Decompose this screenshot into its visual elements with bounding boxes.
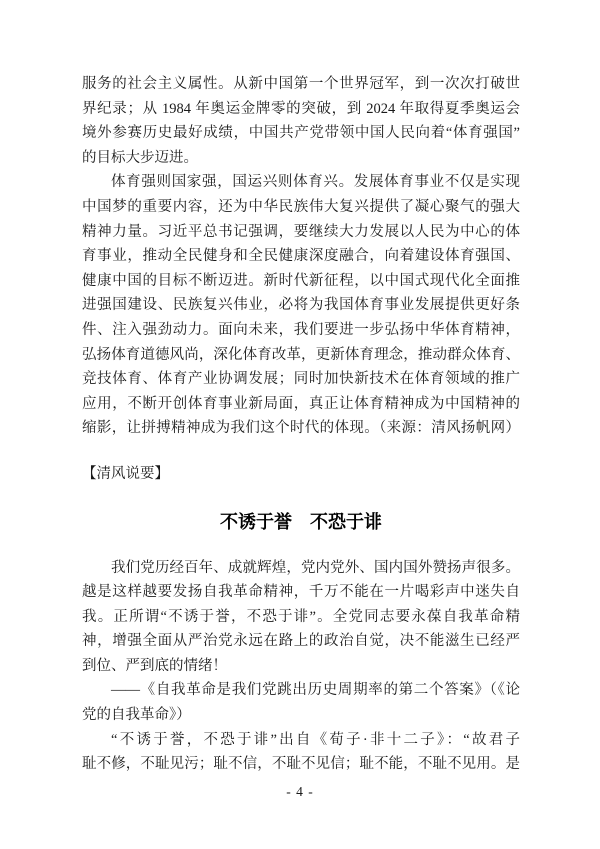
text-line: 缩影，让拼搏精神成为我们这个时代的体现。（来源：清风扬帆网） (82, 420, 520, 437)
text-line: 神，增强全面从严治党永远在路上的政治自觉，决不能滋生已经严 (82, 633, 520, 650)
paragraph-sports-strong-nation (82, 170, 520, 441)
text-line: 育事业，推动全民健身和全民健康深度融合，向着建设体育强国、 (82, 248, 520, 265)
article-title: 不诱于誉 不恐于诽 (220, 511, 382, 532)
paragraph-sports-continued (82, 72, 520, 170)
text-line: “不诱于誉，不恐于诽”出自《荀子·非十二子》：“故君子 (111, 731, 520, 748)
text-line: 境外参赛历史最好成绩，中国共产党带领中国人民向着“体育强国” (82, 125, 520, 142)
text-line: 界纪录；从 1984 年奥运金牌零的突破，到 2024 年取得夏季奥运会 (82, 100, 520, 117)
text-line: 竞技体育、体育产业协调发展；同时加快新技术在体育领域的推广 (82, 371, 520, 388)
text-line: 健康中国的目标不断迈进。新时代新征程，以中国式现代化全面推 (82, 272, 520, 289)
text-line: 越是这样越要发扬自我革命精神，千万不能在一片喝彩声中迷失自 (82, 584, 520, 601)
text-line: 我。正所谓“不诱于誉，不恐于诽”。全党同志要永葆自我革命精 (82, 608, 520, 625)
text-line: 进强国建设、民族复兴伟业，必将为我国体育事业发展提供更好条 (82, 297, 520, 314)
text-line: 我们党历经百年、成就辉煌，党内党外、国内国外赞扬声很多。 (111, 559, 520, 576)
text-line: 体育强则国家强，国运兴则体育兴。发展体育事业不仅是实现 (111, 174, 520, 191)
document-body (82, 72, 520, 777)
text-line: 党的自我革命》） (82, 707, 191, 724)
text-line: 的目标大步迈进。 (82, 149, 198, 166)
paragraph-xunzi-origin (82, 728, 520, 777)
text-line: 弘扬体育道德风尚，深化体育改革，更新体育理念，推动群众体育、 (82, 346, 520, 363)
text-line: 耻不修，不耻见污；耻不信，不耻不见信；耻不能，不耻不见用。是 (82, 756, 520, 773)
section-marker: 【清风说要】 (82, 465, 169, 482)
text-line: 服务的社会主义属性。从新中国第一个世界冠军，到一次次打破世 (82, 76, 520, 92)
text-line: ——《自我革命是我们党跳出历史周期率的第二个答案》（《论 (111, 682, 520, 699)
text-line: 件、注入强劲动力。面向未来，我们要进一步弘扬中华体育精神， (82, 321, 520, 338)
text-line: 中国梦的重要内容，还为中华民族伟大复兴提供了凝心聚气的强大 (82, 198, 520, 215)
page-number: - 4 - (286, 784, 314, 799)
text-line: 应用，不断开创体育事业新局面，真正让体育精神成为中国精神的 (82, 395, 520, 412)
text-line: 精神力量。习近平总书记强调，要继续大力发展以人民为中心的体 (82, 223, 520, 240)
text-line: 到位、严到底的情绪！ (82, 657, 227, 674)
paragraph-self-revolution (82, 556, 520, 728)
